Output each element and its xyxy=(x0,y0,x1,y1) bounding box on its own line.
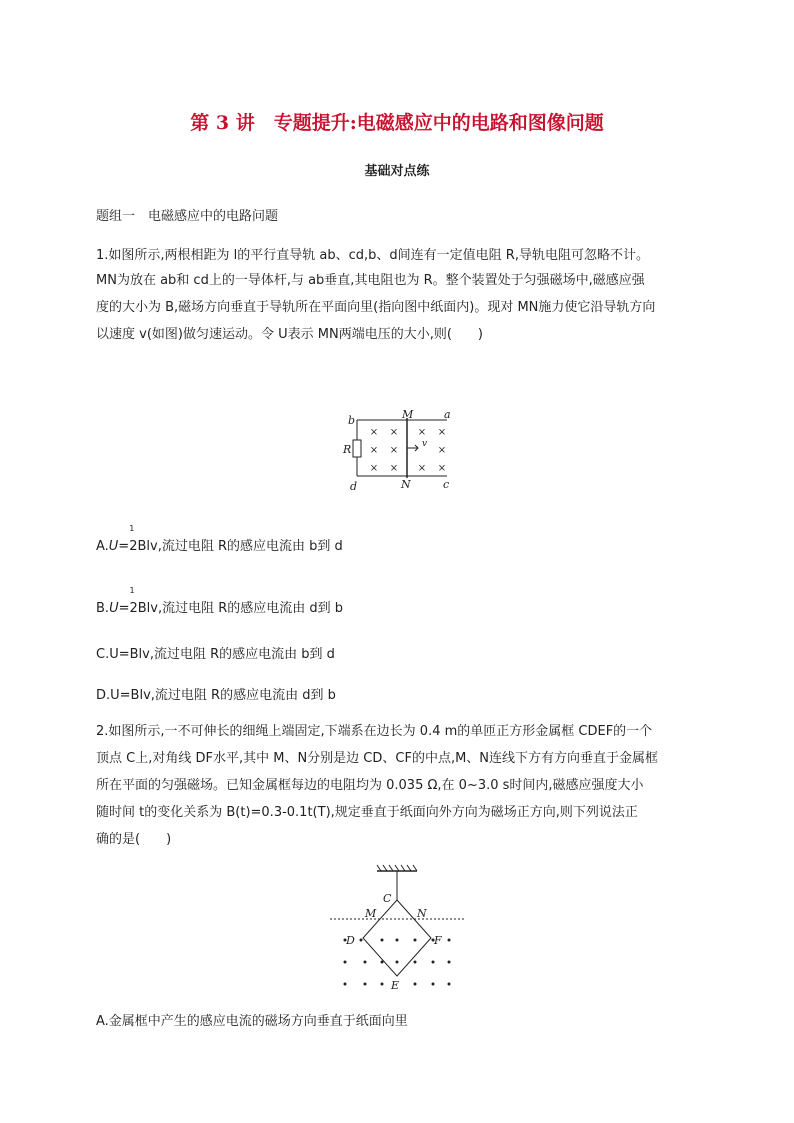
q1-line-4: 以速度 v(如图)做匀速运动。令 U表示 MN两端电压的大小,则( ) xyxy=(96,327,483,342)
q1-line-3: 度的大小为 B,磁场方向垂直于导轨所在平面向里(指向图中纸面内)。现对 MN施力使它沿导轨方向 xyxy=(96,300,656,315)
cross-mark: × xyxy=(437,427,447,438)
label-N: N xyxy=(401,478,411,491)
q2-line-5: 确的是( ) xyxy=(96,832,172,847)
label-D: D xyxy=(346,934,355,947)
label-N: N xyxy=(417,907,427,920)
cross-mark: × xyxy=(417,427,427,438)
q2-line-2: 顶点 C上,对角线 DF水平,其中 M、N分别是边 CD、CF的中点,M、N连线下方有方向垂直于金属框 xyxy=(96,751,659,766)
page-title: 第 3 讲 专题提升:电磁感应中的电路和图像问题 xyxy=(190,112,604,134)
q1-line-1: 1.如图所示,两根相距为 l的平行直导轨 ab、cd,b、d间连有一定值电阻 R,导轨电阻可忽略不计。 xyxy=(96,248,649,263)
label-F: F xyxy=(434,934,442,947)
q1-option-c[interactable]: C.U=Blv,流过电阻 R的感应电流由 b到 d xyxy=(96,647,335,662)
fraction-numerator: 1 xyxy=(129,524,135,533)
question-group-heading: 题组一 电磁感应中的电路问题 xyxy=(96,209,279,224)
cross-mark: × xyxy=(389,427,399,438)
label-a: a xyxy=(444,408,451,421)
q2-frame-figure xyxy=(325,862,470,994)
q1-line-2: MN为放在 ab和 cd上的一导体杆,与 ab垂直,其电阻也为 R。整个装置处于匀强磁场中,磁感应强 xyxy=(96,273,645,288)
label-C: C xyxy=(383,892,392,905)
q2-option-a[interactable]: A.金属框中产生的感应电流的磁场方向垂直于纸面向里 xyxy=(96,1014,408,1029)
cross-mark: × xyxy=(389,445,399,456)
label-c: c xyxy=(443,478,450,491)
q1-option-d[interactable]: D.U=Blv,流过电阻 R的感应电流由 d到 b xyxy=(96,688,336,703)
label-R: R xyxy=(343,443,352,456)
cross-mark: × xyxy=(369,427,379,438)
label-M: M xyxy=(402,408,414,421)
cross-mark: × xyxy=(437,445,447,456)
fraction-numerator: 1 xyxy=(129,586,135,595)
q1-option-a[interactable]: A.U= 1 2Blv,流过电阻 R的感应电流由 b到 d xyxy=(96,524,343,554)
label-d: d xyxy=(350,480,358,493)
section-subtitle: 基础对点练 xyxy=(364,164,430,179)
label-M: M xyxy=(365,907,377,920)
cross-mark: × xyxy=(369,445,379,456)
q2-line-1: 2.如图所示,一不可伸长的细绳上端固定,下端系在边长为 0.4 m的单匝正方形金属框 CDEF的一个 xyxy=(96,724,653,739)
cross-mark: × xyxy=(417,463,427,474)
cross-mark: × xyxy=(389,463,399,474)
q2-line-3: 所在平面的匀强磁场。已知金属框每边的电阻均为 0.035 Ω,在 0~3.0 s时间内,磁感应强度大小 xyxy=(96,778,644,793)
cross-mark: × xyxy=(437,463,447,474)
q1-option-b[interactable]: B.U= 1 2Blv,流过电阻 R的感应电流由 d到 b xyxy=(96,586,344,616)
label-b: b xyxy=(348,414,356,427)
q1-circuit-figure xyxy=(330,408,470,493)
label-E: E xyxy=(391,979,400,992)
label-v: v xyxy=(422,439,428,449)
cross-mark: × xyxy=(369,463,379,474)
q2-line-4: 随时间 t的变化关系为 B(t)=0.3-0.1t(T),规定垂直于纸面向外方向为磁场正方向,则下列说法正 xyxy=(96,805,638,820)
